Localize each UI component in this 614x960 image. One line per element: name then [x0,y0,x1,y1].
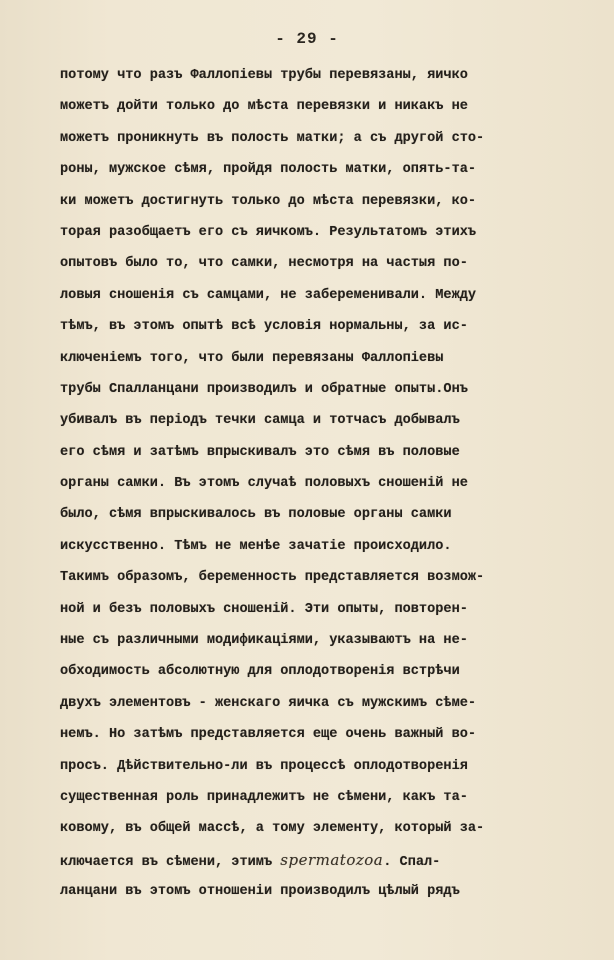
text-line: торая разобщаетъ его съ яичкомъ. Результатомъ этихъ [60,224,477,240]
text-line: искусственно. Тѣмъ не менѣе зачатіе происходило. [60,538,452,554]
handwritten-word: spermatozoa [280,850,384,869]
text-line: было, сѣмя впрыскивалось въ половые органы самки [60,507,452,523]
text-line: можетъ проникнуть въ полость матки; а съ другой сто- [60,130,485,146]
text-line: роны, мужское сѣмя, пройдя полость матки, опять-та- [60,162,477,178]
text-line: опытовъ было то, что самки, несмотря на частыя по- [60,256,468,272]
page-number: - 29 - [275,30,339,48]
text-line: ланцани въ этомъ отношеніи производилъ цѣлый рядъ [60,884,460,900]
text-fragment: ключается въ сѣмени, этимъ [60,854,273,870]
text-line: можетъ дойти только до мѣста перевязки и никакъ не [60,99,468,115]
text-line: ки можетъ достигнуть только до мѣста перевязки, ко- [60,193,477,209]
text-line: ковому, въ общей массѣ, а тому элементу, который за- [60,821,485,837]
text-line: ной и безъ половыхъ сношеній. Эти опыты, повторен- [60,601,468,617]
text-line: убивалъ въ періодъ течки самца и тотчасъ добывалъ [60,413,460,429]
text-line: Такимъ образомъ, беременность представляется возмож- [60,570,485,586]
text-line: двухъ элементовъ - женскаго яичка съ мужскимъ сѣме- [60,695,477,711]
text-line: существенная роль принадлежитъ не сѣмени, какъ та- [60,789,468,805]
text-line: ловыя сношенія съ самцами, не забеременивали. Между [60,287,477,303]
text-line: немъ. Но затѣмъ представляется еще очень важный во- [60,727,477,743]
text-line: его сѣмя и затѣмъ впрыскивалъ это сѣмя въ половые [60,444,460,460]
text-fragment: . Спал- [383,854,441,870]
body-text [60,60,580,908]
text-line-with-handwriting [60,845,580,876]
text-line: трубы Спалланцани производилъ и обратные опыты.Онъ [60,381,468,397]
text-line: тѣмъ, въ этомъ опытѣ всѣ условія нормальны, за ис- [60,319,468,335]
text-line: обходимость абсолютную для оплодотворенія встрѣчи [60,664,460,680]
text-line: потому что разъ Фаллопіевы трубы перевязаны, яичко [60,68,468,83]
text-line: ключеніемъ того, что были перевязаны Фаллопіевы [60,350,444,366]
text-line: просъ. Дѣйствительно-ли въ процессѣ оплодотворенія [60,758,468,774]
text-line: ные съ различными модификаціями, указываютъ на не- [60,633,468,649]
text-line: органы самки. Въ этомъ случаѣ половыхъ сношеній не [60,476,468,492]
